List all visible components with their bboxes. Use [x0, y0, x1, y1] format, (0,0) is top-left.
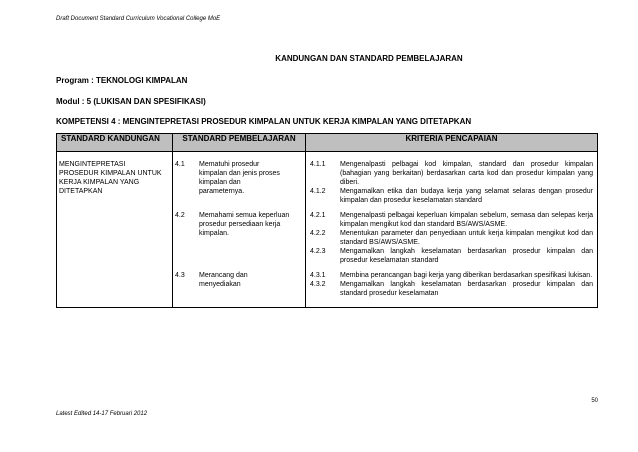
criteria-item: 4.2.1 Mengenalpasti pelbagai keperluan kimpalan sebelum, semasa dan selepas kerja kimpalan mengikut kod dan standard BS/AWS/ASME. [310, 211, 593, 228]
header-standard-pembelajaran: STANDARD PEMBELAJARAN [173, 134, 306, 152]
curriculum-table [56, 133, 598, 308]
standard-kandungan-cell [57, 160, 173, 298]
criteria-item: 4.1.1 Mengenalpasti pelbagai kod kimpalan, standard dan prosedur kimpalan (bahagian yang berkaitan) berdasarkan carta kod dan prosedur kimpalan yang diberi. [310, 160, 593, 186]
criteria-cell [306, 271, 598, 298]
kompetensi-line: KOMPETENSI 4 : MENGINTEPRETASI PROSEDUR KIMPALAN UNTUK KERJA KIMPALAN YANG DITETAPKAN [56, 117, 472, 126]
criteria-item: 4.3.1 Membina perancangan bagi kerja yang diberikan berdasarkan spesifikasi lukisan. [310, 271, 593, 279]
program-line: Program : TEKNOLOGI KIMPALAN [56, 76, 188, 85]
learning-number: 4.3 [175, 271, 185, 279]
criteria-item: 4.3.2 Mengamalkan langkah keselamatan berdasarkan prosedur kimpalan dan standard prosedur keselamatan [310, 280, 593, 297]
learning-text: Mematuhi prosedur kimpalan dan jenis proses kimpalan dan parameternya. [199, 160, 306, 205]
criteria-item: 4.2.2 Menentukan parameter dan penyediaan untuk kerja kimpalan mengikut kod dan standard BS/AWS/ASME. [310, 229, 593, 246]
learning-number: 4.1 [175, 160, 185, 168]
modul-line: Modul : 5 (LUKISAN DAN SPESIFIKASI) [56, 97, 206, 106]
learning-number: 4.2 [175, 211, 185, 219]
header-kriteria-pencapaian: KRITERIA PENCAPAIAN [306, 134, 598, 152]
page-number: 50 [591, 398, 598, 404]
criteria-cell [306, 211, 598, 265]
table-header-row [57, 134, 598, 152]
criteria-item: 4.1.2 Mengamalkan etika dan budaya kerja yang selamat selaras dengan prosedur kimpalan dan prosedur keselamatan standard [310, 187, 593, 204]
document-title: KANDUNGAN DAN STANDARD PEMBELAJARAN [275, 54, 463, 63]
header-standard-kandungan: STANDARD KANDUNGAN [57, 134, 173, 152]
criteria-item: 4.2.3 Mengamalkan langkah keselamatan berdasarkan prosedur kimpalan dan prosedur keselamatan standard [310, 247, 593, 264]
learning-text: Memahami semua keperluan prosedur persediaan kerja kimpalan. [199, 211, 306, 265]
page-header-text: Draft Document Standard Curriculum Vocational College MoE [56, 16, 221, 22]
page-footer-text: Latest Edited 14-17 Februari 2012 [56, 411, 148, 417]
table-row [57, 160, 598, 205]
standard-kandungan-text: MENGINTEPRETASI PROSEDUR KIMPALAN UNTUK KERJA KIMPALAN YANG DITETAPKAN [59, 160, 162, 195]
learning-text: Merancang dan menyediakan [199, 271, 306, 298]
criteria-cell [306, 160, 598, 205]
